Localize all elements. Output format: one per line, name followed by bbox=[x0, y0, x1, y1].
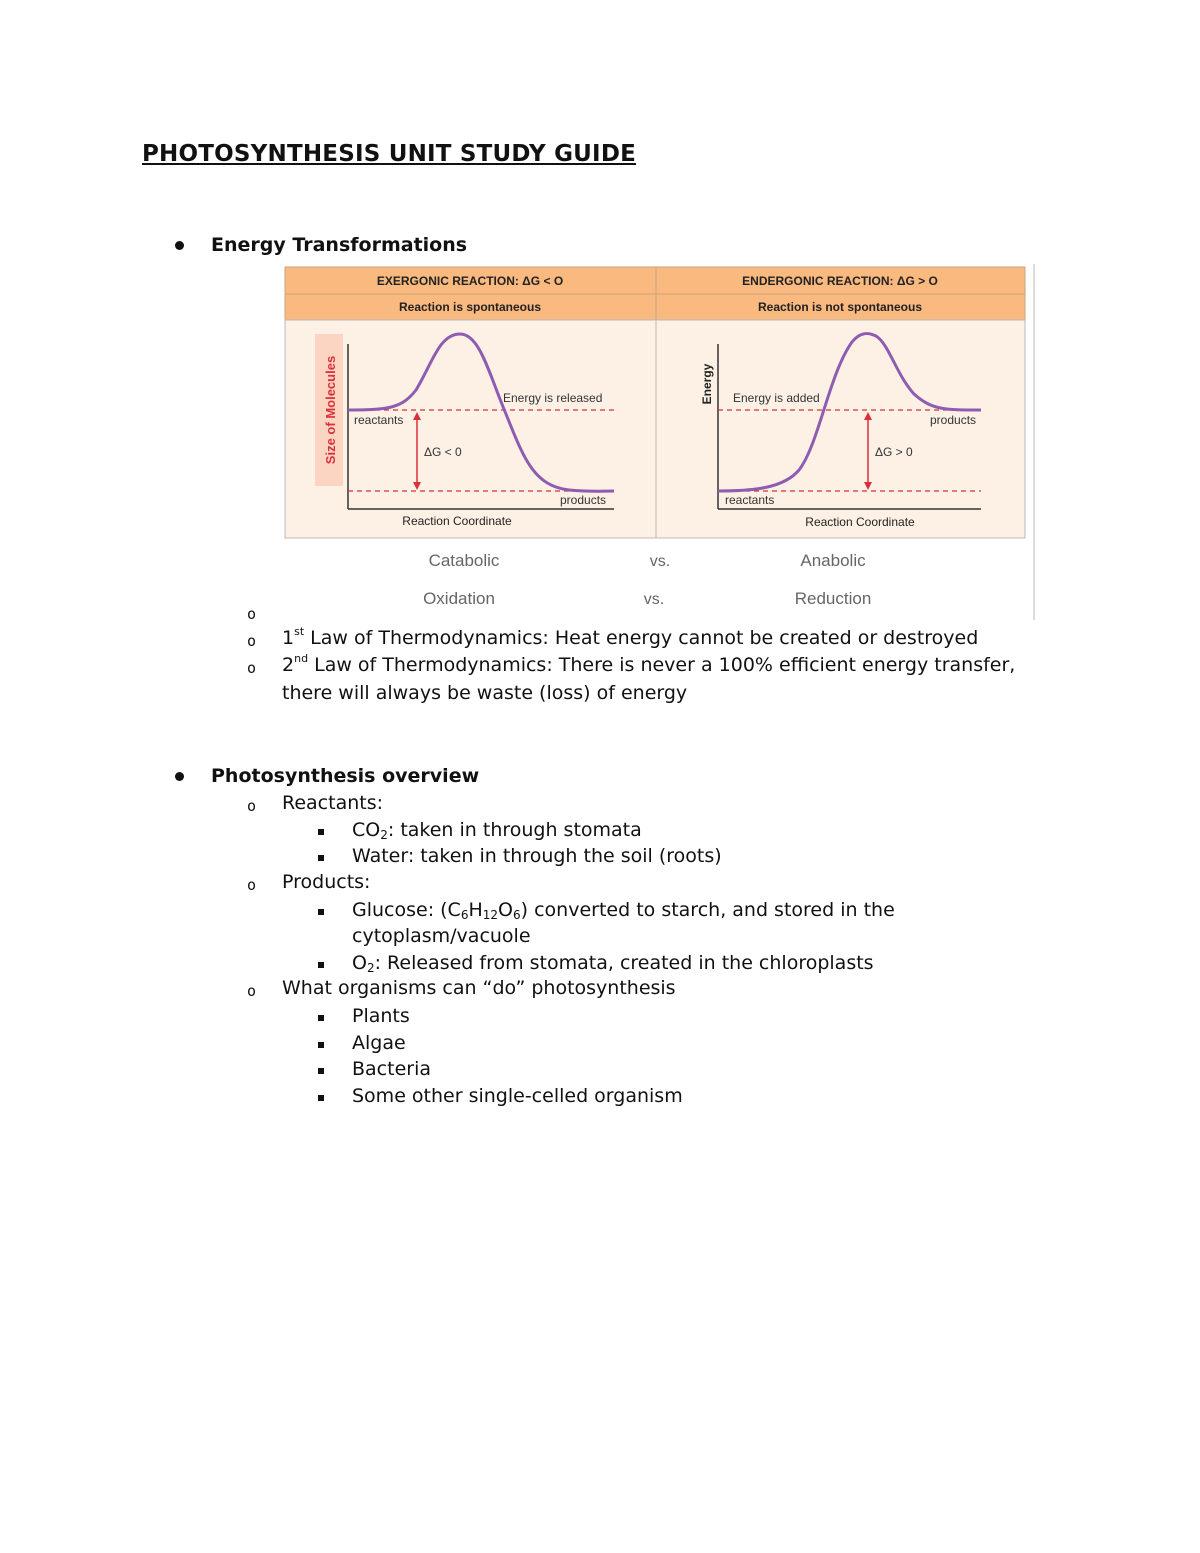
page-title: PHOTOSYNTHESIS UNIT STUDY GUIDE bbox=[142, 141, 637, 167]
left-reactants-label: reactants bbox=[354, 413, 404, 427]
sub-bullet-icon: o bbox=[247, 632, 257, 650]
right-sub-text: Reaction is not spontaneous bbox=[757, 300, 923, 314]
bullet-icon bbox=[175, 772, 184, 781]
left-products-label: products bbox=[560, 493, 607, 507]
catabolic-label: Catabolic bbox=[428, 551, 500, 570]
organism-item: Plants bbox=[352, 1005, 410, 1027]
left-sub-text: Reaction is spontaneous bbox=[398, 300, 542, 314]
organism-item: Algae bbox=[352, 1032, 406, 1054]
co2-item: $CO_2$: taken in through stomata bbox=[352, 819, 642, 842]
law-2-text-cont: there will always be waste (loss) of energy bbox=[282, 682, 688, 704]
sub-bullet-icon: o bbox=[247, 797, 257, 815]
left-energy-label: Energy is released bbox=[503, 391, 603, 405]
organisms-label: What organisms can “do” photosynthesis bbox=[282, 977, 676, 999]
energy-diagram-figure bbox=[284, 264, 1036, 620]
left-header-text: EXERGONIC REACTION: ΔG < O bbox=[376, 274, 564, 288]
products-label: Products: bbox=[282, 871, 371, 893]
vs-label-1: vs. bbox=[649, 553, 671, 570]
law-1-text: 1st Law of Thermodynamics: Heat energy cannot be created or destroyed bbox=[282, 625, 979, 649]
square-bullet-icon bbox=[318, 1095, 324, 1101]
right-xlabel: Reaction Coordinate bbox=[805, 515, 915, 529]
square-bullet-icon bbox=[318, 1015, 324, 1021]
sub-bullet-icon: o bbox=[247, 659, 257, 677]
right-dg-label: ΔG > 0 bbox=[875, 445, 913, 459]
left-ylabel: Size of Molecules bbox=[323, 355, 338, 465]
glucose-item-cont: cytoplasm/vacuole bbox=[352, 925, 531, 947]
square-bullet-icon bbox=[318, 1068, 324, 1074]
organism-item: Bacteria bbox=[352, 1058, 431, 1080]
square-bullet-icon bbox=[318, 829, 324, 835]
sub-bullet-icon: o bbox=[247, 605, 257, 623]
reactants-label: Reactants: bbox=[282, 792, 384, 814]
sub-bullet-icon: o bbox=[247, 876, 257, 894]
square-bullet-icon bbox=[318, 909, 324, 915]
right-panel bbox=[656, 320, 1025, 538]
anabolic-label: Anabolic bbox=[800, 551, 866, 570]
right-products-label: products bbox=[930, 413, 977, 427]
glucose-item: Glucose: $(C_6H_{12}O_6)$ converted to starch, and stored in the bbox=[352, 899, 895, 922]
square-bullet-icon bbox=[318, 1042, 324, 1048]
section-heading-photosynthesis: Photosynthesis overview bbox=[211, 765, 480, 787]
left-xlabel: Reaction Coordinate bbox=[402, 514, 512, 528]
reduction-label: Reduction bbox=[794, 589, 872, 608]
square-bullet-icon bbox=[318, 962, 324, 968]
square-bullet-icon bbox=[318, 855, 324, 861]
right-ylabel: Energy bbox=[700, 363, 714, 405]
oxidation-label: Oxidation bbox=[423, 589, 495, 608]
law-2-text: 2nd Law of Thermodynamics: There is never a 100% efficient energy transfer, bbox=[282, 652, 1016, 676]
section-heading-energy: Energy Transformations bbox=[211, 234, 468, 256]
left-dg-label: ΔG < 0 bbox=[424, 445, 462, 459]
bullet-icon bbox=[175, 241, 184, 250]
vs-label-2: vs. bbox=[643, 591, 665, 608]
organism-item: Some other single-celled organism bbox=[352, 1085, 683, 1107]
right-header-text: ENDERGONIC REACTION: ΔG > O bbox=[742, 274, 938, 288]
water-item: Water: taken in through the soil (roots) bbox=[352, 845, 722, 867]
right-reactants-label: reactants bbox=[725, 493, 775, 507]
o2-item: $O_2$: Released from stomata, created in the chloroplasts bbox=[352, 952, 874, 975]
sub-bullet-icon: o bbox=[247, 982, 257, 1000]
right-energy-label: Energy is added bbox=[733, 391, 820, 405]
